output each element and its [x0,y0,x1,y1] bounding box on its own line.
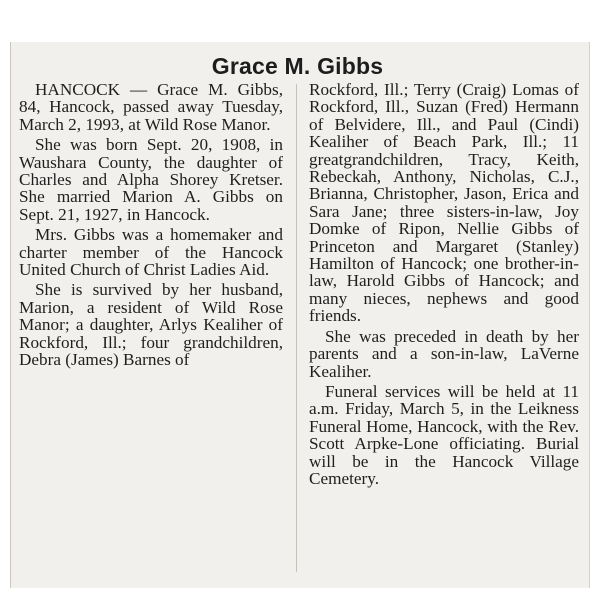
obituary-paragraph: HANCOCK — Grace M. Gibbs, 84, Hancock, passed away Tuesday, March 2, 1993, at Wild Rose Manor. [19,80,283,134]
obituary-paragraph: Mrs. Gibbs was a homemaker and charter member of the Hancock United Church of Christ Ladies Aid. [19,225,283,280]
obituary-headline: Grace M. Gibbs [211,53,384,79]
obituary-paragraph: Rockford, Ill.; Terry (Craig) Lomas of Rockford, Ill., Suzan (Fred) Hermann of Belvidere, Ill., and Paul (Cindi) Kealiher of Beach Park, Ill.; 11 greatgrandchildren, Tracy, Keith, Rebeckah, Anthony, Nicholas, C.J., Brianna, Christopher, Jason, Erica and Sara Jane; three sisters-in-law, Joy Domke of Ripon, Nellie Gibbs of Princeton and Margaret (Stanley) Hamilton of Hancock; one brother-in-law, Harold Gibbs of Hancock; and many nieces, nephews and good friends. [309,80,579,326]
obituary-paragraph: She was preceded in death by her parents and a son-in-law, LaVerne Kealiher. [309,326,579,381]
column-divider [296,84,297,572]
left-text-column [19,81,283,372]
obituary-paragraph: Funeral services will be held at 11 a.m. Friday, March 5, in the Leikness Funeral Home, Hancock, with the Rev. Scott Arpke-Lone officiating. Burial will be in the Hancock Village Cemetery. [309,381,579,488]
obituary-paragraph: She is survived by her husband, Marion, a resident of Wild Rose Manor; a daughter, Arlys Kealiher of Rockford, Ill.; four grandchildren, Debra (James) Barnes of [19,280,283,370]
obituary-paragraph: She was born Sept. 20, 1908, in Waushara County, the daughter of Charles and Alpha Shorey Kretser. She married Marion A. Gibbs on Sept. 21, 1927, in Hancock. [19,135,283,224]
right-text-column [309,81,579,490]
